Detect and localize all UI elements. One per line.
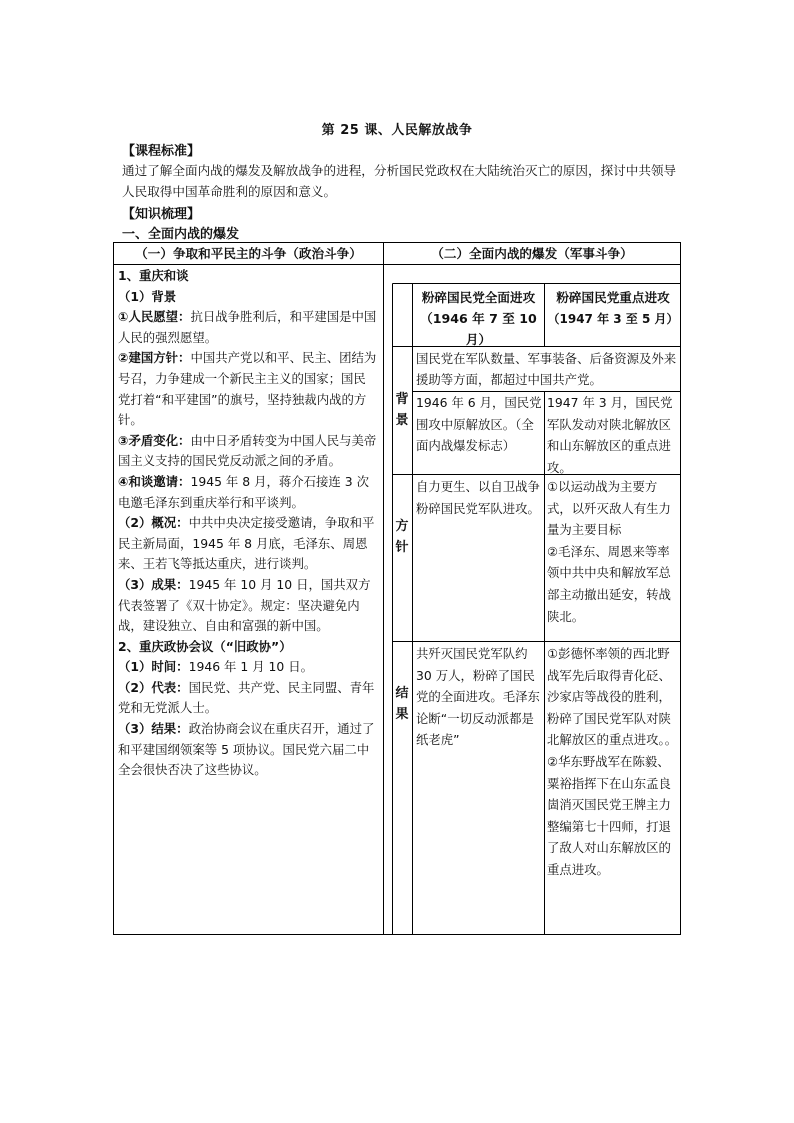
key-offensive-header: 粉碎国民党重点进攻 （1947 年 3 至 5 月） (547, 290, 679, 326)
policy-full-offensive-cell: 自力更生、以自卫战争粉碎国民党军队进攻。 (416, 479, 540, 516)
talks-invitation: ④和谈邀请：1945 年 8 月，蒋介石接连 3 次电邀毛泽东到重庆举行和平谈判。 (118, 473, 369, 510)
contradiction-change: ③矛盾变化：由中日矛盾转变为中国人民与美帝国主义支持的国民党反动派之间的矛盾。 (118, 432, 377, 469)
page-title: 第 25 课、人民解放战争 (321, 123, 473, 138)
people-wish: ①人民愿望：抗日战争胜利后，和平建国是中国人民的强烈愿望。 (118, 309, 377, 345)
pcc-result: （3）结果：政治协商会议在重庆召开，通过了和平建国纲领案等 5 项协议。国民党六届二中全会很快否决了这些协议。 (118, 721, 375, 778)
background-key-offensive-cell: 1947 年 3 月，国民党军队发动对陕北解放区和山东解放区的重点进攻。 (547, 395, 673, 475)
policy-key-offensive-cell: ①以运动战为主要方式，以歼灭敌人有生力量为主要目标 ②毛泽东、周恩来等率领中共中央和解放军总部主动撤出延安，转战陕北。 (547, 479, 671, 624)
background-shared-cell: 国民党在军队数量、军事装备、后备资源及外来援助等方面，都超过中国共产党。 (416, 351, 677, 387)
pcc-representatives: （2）代表：国民党、共产党、民主同盟、青年党和无党派人士。 (118, 679, 375, 716)
pcc-time: （1）时间：1946 年 1 月 10 日。 (118, 659, 314, 675)
result-key-offensive-cell: ①彭德怀率领的西北野战军先后取得青化砭、沙家店等战役的胜利，粉碎了国民党军队对陕北解放区的重点进攻。。 ②华东野战军在陈毅、粟裕指挥下在山东孟良崮消灭国民党王牌主力整编第七十四师，打退了敌人对山东解放区的重点进攻。 (547, 646, 678, 877)
result-full-offensive-cell: 共歼灭国民党军队约 30 万人，粉碎了国民党的全面进攻。毛泽东论断“一切反动派都是纸老虎” (416, 646, 540, 748)
founding-policy: ②建国方针：中国共产党以和平、民主、团结为号召，力争建成一个新民主主义的国家；国民党打着“和平建国”的旗号，坚持独裁内战的方针。 (118, 350, 377, 428)
row-label-result: 结果 (395, 686, 409, 722)
standard-heading: 【课程标准】 (122, 144, 201, 159)
knowledge-heading: 【知识梳理】 (122, 207, 201, 222)
talks-outcome: （3）成果：1945 年 10 月 10 日，国共双方代表签署了《双十协定》。规定：坚决避免内战，建设独立、自由和富强的新中国。 (118, 576, 371, 634)
row-label-background: 背景 (395, 392, 409, 428)
pcc-heading: 2、重庆政协会议（“旧政协”） (118, 638, 292, 654)
standard-text: 通过了解全面内战的爆发及解放战争的进程，分析国民党政权在大陆统治灭亡的原因，探讨中共领导人民取得中国革命胜利的原因和意义。 (122, 163, 677, 199)
section1-heading: 一、全面内战的爆发 (122, 227, 240, 242)
left-column-content (118, 266, 378, 781)
full-offensive-header: 粉碎国民党全面进攻（1946 年 7 至 10 月） (420, 290, 537, 347)
right-column-header: （二）全面内战的爆发（军事斗争） (431, 246, 633, 261)
chongqing-talks-heading: 1、重庆和谈 (118, 268, 189, 283)
row-label-policy: 方针 (395, 519, 409, 555)
left-column-header: （一）争取和平民主的斗争（政治斗争） (135, 246, 362, 261)
background-label: （1）背景 (118, 288, 177, 304)
background-full-offensive-cell: 1946 年 6 月，国民党围攻中原解放区。（全面内战爆发标志） (416, 395, 542, 454)
talks-overview: （2）概况：中共中央决定接受邀请，争取和平民主新局面，1945 年 8 月底，毛泽东、周恩来、王若飞等抵达重庆，进行谈判。 (118, 515, 375, 572)
